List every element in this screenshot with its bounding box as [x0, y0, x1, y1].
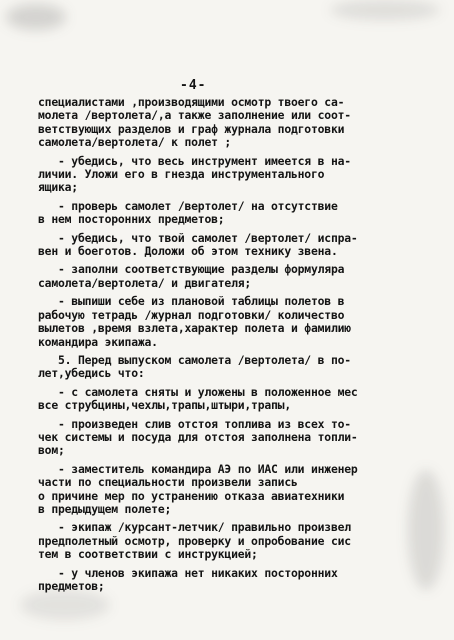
text-line: самолета/вертолета/ к полет ; — [38, 135, 232, 150]
text-line: - у членов экипажа нет никаких посторонних — [38, 565, 338, 580]
text-line: вылетов ,время взлета,характер полета и фамилию — [38, 321, 351, 336]
text-line: - экипаж /курсант-летчик/ правильно произвел — [38, 520, 351, 535]
text-line: вом; — [38, 443, 65, 458]
text-line: вен и боеготов. Доложи об этом технику звена. — [38, 244, 338, 259]
scan-smudge — [330, 0, 440, 20]
text-line: ящика; — [38, 180, 78, 195]
text-line: рабочую тетрадь /журнал подготовки/ количество — [38, 307, 345, 322]
text-line: - убедись, что твой самолет /вертолет/ испра- — [38, 230, 358, 245]
text-line: предметов; — [38, 579, 105, 593]
text-line: тем в соответствии с инструкцией; — [38, 547, 258, 562]
text-line: командира экипажа. — [38, 334, 158, 349]
text-line: - заместитель командира АЭ по ИАС или инженер — [38, 461, 358, 476]
text-line: - заполни соответствующие разделы формуляра — [38, 262, 345, 277]
text-line: ветствующих разделов и граф журнала подготовки — [38, 121, 345, 136]
text-line: - произведен слив отстоя топлива из всех то- — [38, 416, 351, 431]
text-line: 5. Перед выпуском самолета /вертолета/ в по- — [38, 352, 351, 367]
text-line: - проверь самолет /вертолет/ на отсутствие — [38, 198, 338, 213]
page-number: -4- — [180, 78, 207, 93]
text-line: в предыдущем полете; — [38, 501, 172, 516]
text-line: - с самолета сняты и уложены в положенное мес — [38, 384, 358, 399]
text-line: части по специальности произвели запись — [38, 475, 298, 490]
text-line: в нем посторонних предметов; — [38, 212, 225, 227]
text-line: - убедись, что весь инструмент имеется в на- — [38, 153, 351, 168]
text-line: все струбцины,чехлы,трапы,штыри,трапы, — [38, 398, 291, 413]
text-line: молета /вертолета/,а также заполнение или соот- — [38, 108, 351, 123]
text-line: самолета/вертолета/ и двигателя; — [38, 275, 252, 290]
text-line: специалистами ,производящими осмотр твоего са- — [38, 95, 345, 109]
scan-smudge — [6, 4, 66, 30]
text-line: личии. Уложи его в гнезда инструментального — [38, 167, 325, 182]
scan-smudge — [20, 590, 110, 620]
text-line: - выпиши себе из плановой таблицы полетов в — [38, 294, 345, 309]
text-line: лет,убедись что: — [38, 366, 145, 381]
text-line: чек системы и посуда для отстоя заполнена топли- — [38, 429, 358, 444]
text-line: предполетный осмотр, проверку и опробование сис — [38, 533, 351, 548]
text-line: о причине мер по устранению отказа авиатехники — [38, 488, 345, 503]
document-body — [38, 96, 436, 593]
